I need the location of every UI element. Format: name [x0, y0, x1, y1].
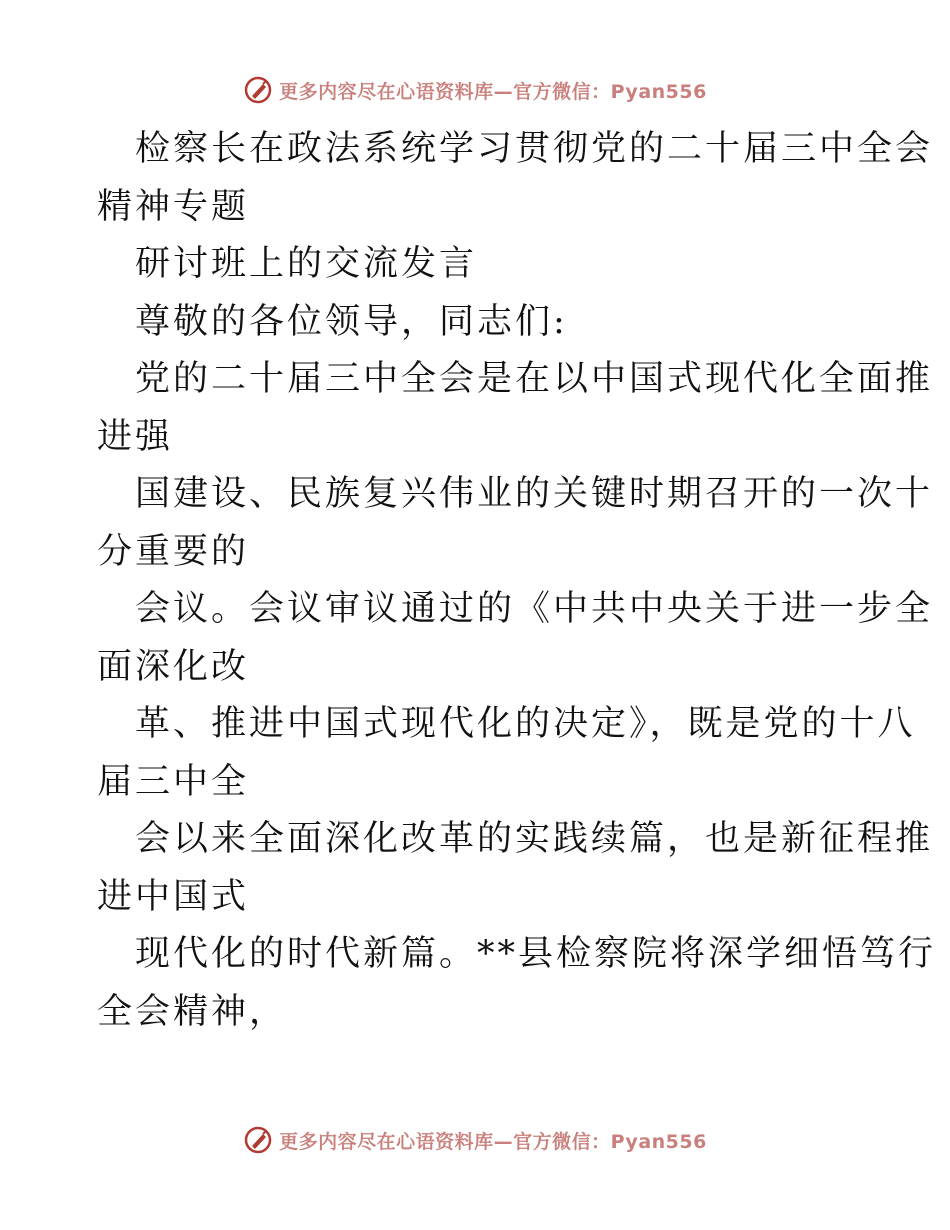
- doc-line: 党的二十届三中全会是在以中国式现代化全面推: [135, 359, 934, 399]
- doc-line: 进中国式: [97, 876, 250, 917]
- footer-watermark-banner: [0, 1120, 950, 1160]
- doc-line: 检察长在政法系统学习贯彻党的二十届三中全会: [135, 129, 934, 169]
- document-body: [97, 121, 937, 1041]
- watermark-text: 更多内容尽在心语资料库—官方微信：Pyan556: [279, 80, 707, 103]
- doc-line: 届三中全: [97, 761, 250, 802]
- doc-line: 研讨班上的交流发言: [135, 244, 478, 284]
- doc-line: 会议。会议审议通过的《中共中央关于进一步全: [135, 589, 934, 629]
- doc-line: 会以来全面深化改革的实践续篇，也是新征程推: [135, 819, 934, 859]
- watermark-text: 更多内容尽在心语资料库—官方微信：Pyan556: [279, 1130, 707, 1153]
- pen-seal-icon: [243, 75, 273, 105]
- doc-line: 面深化改: [97, 646, 250, 687]
- doc-line: 全会精神，: [97, 991, 288, 1032]
- doc-line: 革、推进中国式现代化的决定》，既是党的十八: [135, 704, 916, 744]
- doc-line: 进强: [97, 416, 174, 457]
- doc-line: 分重要的: [97, 531, 250, 572]
- doc-line: 国建设、民族复兴伟业的关键时期召开的一次十: [135, 474, 934, 514]
- doc-line: 精神专题: [97, 186, 250, 227]
- doc-line: 尊敬的各位领导，同志们:: [135, 301, 568, 342]
- header-watermark-banner: [0, 70, 950, 110]
- doc-line: 现代化的时代新篇。**县检察院将深学细悟笃行: [135, 934, 937, 974]
- pen-seal-icon: [243, 1125, 273, 1155]
